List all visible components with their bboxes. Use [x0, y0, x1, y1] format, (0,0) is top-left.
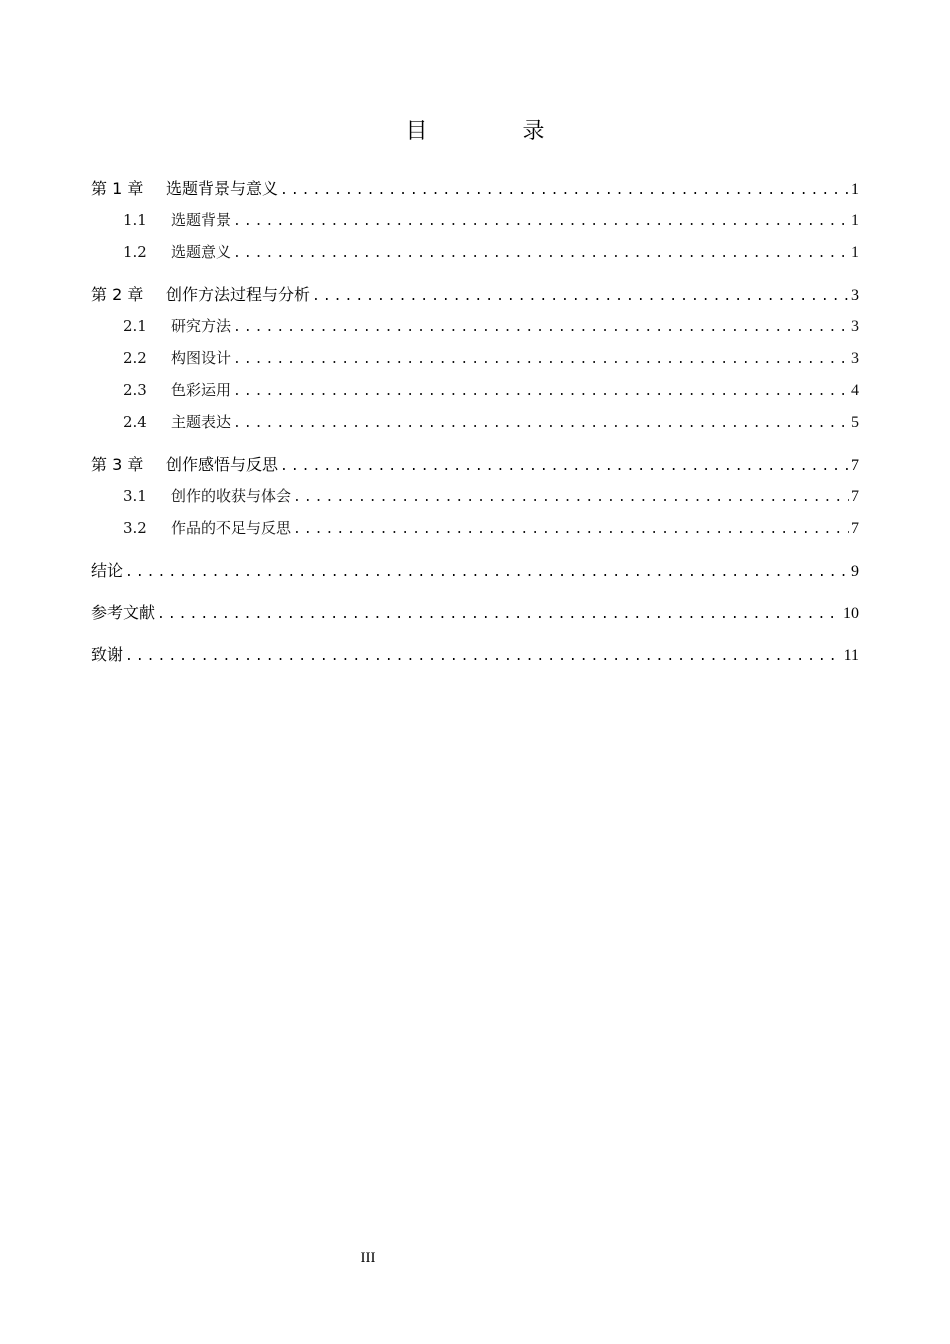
toc-entry-section-1-2[interactable] — [91, 236, 859, 268]
page-number: 1 — [851, 175, 859, 205]
toc-entry-text — [91, 280, 310, 310]
toc-entry-title: 结论 — [91, 556, 123, 586]
page-number: 7 — [851, 451, 859, 481]
dot-leader — [233, 238, 849, 270]
page-number: 1 — [851, 205, 859, 237]
toc-entry-section-3-1[interactable] — [91, 480, 859, 512]
toc-entry-chapter-1[interactable] — [91, 174, 859, 204]
toc-entry-text — [91, 450, 278, 480]
toc-entry-title: 参考文献 — [91, 598, 155, 628]
page-number: 9 — [851, 557, 859, 587]
page-number: 4 — [851, 375, 859, 407]
section-title: 构图设计 — [171, 349, 232, 367]
dot-leader — [233, 206, 849, 238]
section-number: 2.1 — [123, 317, 147, 335]
toc-entry-section-2-3[interactable] — [91, 374, 859, 406]
page-number: 1 — [851, 237, 859, 269]
toc-entry-section-2-2[interactable] — [91, 342, 859, 374]
toc-entry-text — [123, 204, 231, 236]
section-title: 主题表达 — [171, 413, 232, 431]
toc-entry-chapter-3[interactable] — [91, 450, 859, 480]
dot-leader — [280, 176, 849, 206]
page-number: 3 — [851, 281, 859, 311]
chapter-title: 选题背景与意义 — [166, 179, 279, 198]
page-number: 3 — [851, 343, 859, 375]
toc-entry-text — [123, 342, 231, 374]
toc-entry-text — [123, 236, 231, 268]
toc-entry-section-1-1[interactable] — [91, 204, 859, 236]
section-title: 研究方法 — [171, 317, 232, 335]
section-number: 2.2 — [123, 349, 147, 367]
toc-entry-text — [123, 480, 291, 512]
toc-entry-text — [123, 310, 231, 342]
toc-entry-section-3-2[interactable] — [91, 512, 859, 544]
dot-leader — [125, 558, 849, 588]
section-number: 3.1 — [123, 487, 147, 505]
chapter-number: 第 1 章 — [91, 179, 144, 198]
dot-leader — [233, 312, 849, 344]
toc-title: 目 录 — [405, 119, 589, 144]
dot-leader — [280, 452, 849, 482]
section-title: 色彩运用 — [171, 381, 232, 399]
dot-leader — [233, 408, 849, 440]
toc-entry-text — [123, 406, 231, 438]
dot-leader — [312, 282, 849, 312]
page-number: 7 — [851, 513, 859, 545]
section-title: 选题背景 — [171, 211, 232, 229]
chapter-number: 第 3 章 — [91, 455, 144, 474]
toc-entry-acknowledgements[interactable] — [91, 640, 859, 670]
footer-page-number: III — [360, 1250, 376, 1266]
section-title: 创作的收获与体会 — [171, 487, 292, 505]
dot-leader — [233, 344, 849, 376]
chapter-title: 创作方法过程与分析 — [166, 285, 311, 304]
toc-entry-text — [91, 174, 278, 204]
section-number: 2.4 — [123, 413, 147, 431]
toc-entry-section-2-4[interactable] — [91, 406, 859, 438]
chapter-title: 创作感悟与反思 — [166, 455, 279, 474]
toc-entry-section-2-1[interactable] — [91, 310, 859, 342]
page-number: 5 — [851, 407, 859, 439]
toc-entry-text — [123, 374, 231, 406]
section-title: 选题意义 — [171, 243, 232, 261]
toc-entry-references[interactable] — [91, 598, 859, 628]
dot-leader — [233, 376, 849, 408]
chapter-number: 第 2 章 — [91, 285, 144, 304]
toc-entry-title: 致谢 — [91, 640, 123, 670]
dot-leader — [125, 642, 842, 672]
page-number: 10 — [843, 599, 859, 629]
toc-entry-chapter-2[interactable] — [91, 280, 859, 310]
toc-entry-text — [123, 512, 291, 544]
table-of-contents — [91, 174, 859, 670]
section-title: 作品的不足与反思 — [171, 519, 292, 537]
section-number: 3.2 — [123, 519, 147, 537]
section-number: 2.3 — [123, 381, 147, 399]
section-number: 1.2 — [123, 243, 147, 261]
dot-leader — [293, 514, 849, 546]
toc-entry-conclusion[interactable] — [91, 556, 859, 586]
section-number: 1.1 — [123, 211, 147, 229]
dot-leader — [157, 600, 841, 630]
page-number: 7 — [851, 481, 859, 513]
dot-leader — [293, 482, 849, 514]
page-number: 3 — [851, 311, 859, 343]
page-number: 11 — [844, 641, 859, 671]
